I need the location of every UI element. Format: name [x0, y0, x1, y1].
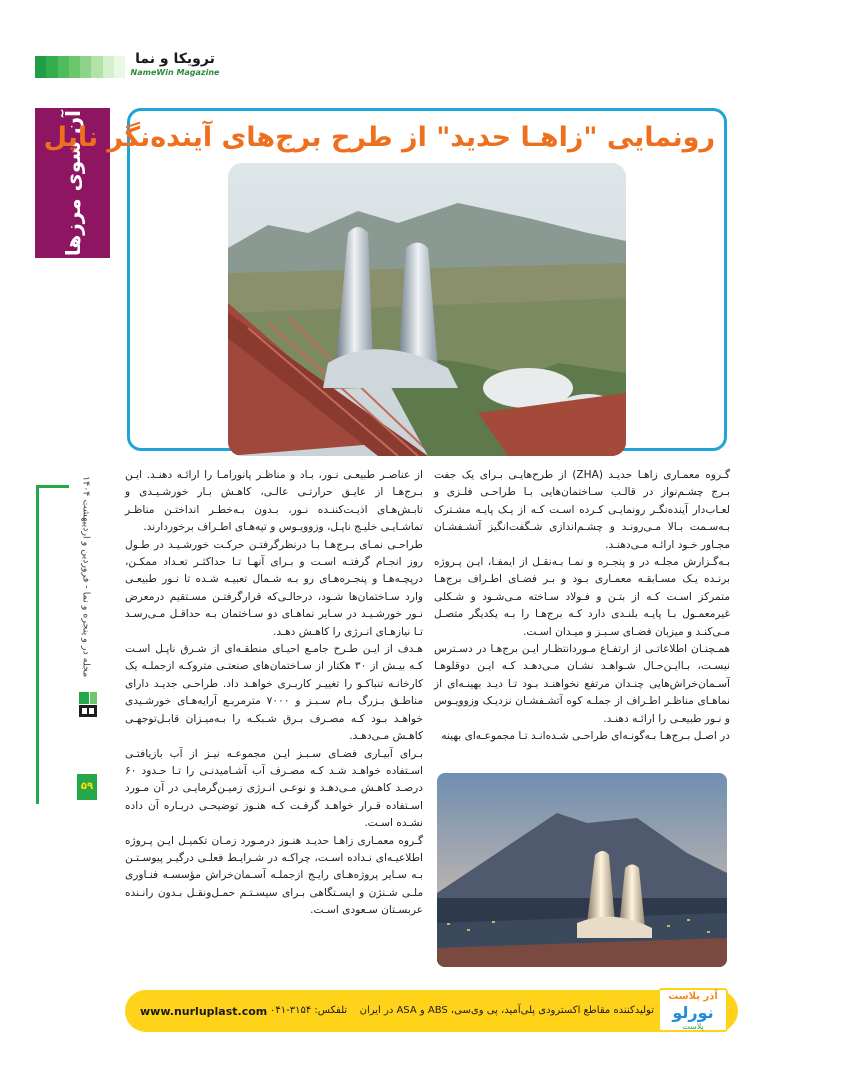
issue-info-text: مجله در و پنجره و نما - فروردین و اردیبهشت ۱۴۰۴ — [80, 475, 92, 677]
page-number: ۵۹ — [77, 774, 97, 800]
paragraph: بـرای آبیـاری فضـای سـبـز ایـن مجموعـه نیـز از آب بازیافتـی اسـتفاده خواهـد شـد کـه مصـرف آب آشـامیدنـی را تـا حـدود ۶۰ درصـد کاهـش مـی‌دهـد و نوعـی انـرژی زمیـن‌گرمایـی در آن مـورد اسـتفاده قـرار خواهـد گرفـت کـه هنـوز توضیحـی دربـاره آن داده نشـده اسـت. — [125, 747, 423, 830]
issue-info — [76, 475, 96, 677]
advertiser-logo — [658, 988, 728, 1032]
towers-dusk-illustration — [437, 773, 727, 967]
towers-aerial-photo — [228, 163, 626, 456]
towers-dusk-photo — [437, 773, 727, 967]
color-swatch — [46, 56, 57, 78]
magazine-logo[interactable] — [130, 50, 220, 84]
margin-divider — [36, 485, 39, 804]
advertiser-description: تولیدکننده مقاطع اکسترودی پلی‌آمید، پی وی‌سی، ABS و ASA در ایران — [359, 1005, 654, 1016]
paragraph: گـروه معمـاری زاهـا حدیـد (ZHA) از طرح‌هایـی بـرای یک جفت بـرج چشـم‌نواز در قالـب سـاختمان‌هایی بـا طراحـی فلـزی و لعـاب‌دار آینده‌نگـر رونمایـی کـرده اسـت کـه از یـک پایـه مشـترک بـه‌سـمت بـالا مـی‌رونـد و چشـم‌اندازی شـگفت‌انگیز آتشـفشـان مجـاور خـود ارائـه مـی‌دهنـد. — [434, 469, 730, 551]
color-swatch — [58, 56, 69, 78]
advertiser-phone: تلفکس: ۳۱۵۴-۰۴۱ — [270, 1005, 348, 1016]
paragraph: همـچنـان اطلاعاتـی از ارتفـاع مـورد‌انتظـار ایـن برج‌هـا در دسـترس نیسـت، بـاایـن‌حـال شـواهـد نشـان مـی‌دهـد کـه ایـن دوقلوهـا آسـمان‌خراش‌هایی چنـدان مرتفع نخواهنـد بـود تـا دیـد بهینـه‌ای از نماهـای مناظـر اطـراف از جملـه کوه آتشـفشـان نزدیـک وزوویـوس و نـور طبیعـی را ارائـه دهنـد. — [434, 643, 730, 725]
paragraph: طراحـی نمـای بـرج‌هـا بـا درنظرگرفتـن حرکـت خورشـیـد در طـول روز انجـام گرفتـه اسـت و بـرای آنهـا تـا حداکثـر تعـداد ممکـن، درپچـه‌هـا و پنجـره‌هـای رو بـه شـمال تعبیـه شـده تا نـور طبیعـی وارد سـاختمان‌ها شـود، درحالـی‌که قرارگرفتـن مسـتقیم درمعرض نـور خورشـیـد در سـایر نماهـای دو سـاختمان بـه حداقـل مـی‌رسـد تـا نیازهـای انـرژی را کاهـش دهـد. — [125, 538, 423, 638]
advertiser-website-link[interactable]: www.nurluplast.com — [140, 1005, 268, 1018]
color-swatch — [80, 56, 91, 78]
color-swatch — [103, 56, 114, 78]
logo-fa: ترویکا و نما — [135, 51, 215, 67]
color-swatch — [69, 56, 80, 78]
paragraph: هـدف از ایـن طـرح جامـع احیـای منطقـه‌ای از شـرق ناپـل اسـت کـه بیـش از ۳۰ هکتار از سـاختمان‌های صنعتـی متروکـه ازجملـه یک کارخانـه تنباکـو را تغییـر کاربـری خواهـد داد. طراحـی جدیـد دارای مناطـق بـزرگ بـام سـبـز و ۷۰۰۰ مترمربـع آرایه‌هـای خورشـیدی خواهـد بـود کـه مصـرف بـرق شـبکـه را بـه‌میـزان قابـل‌توجهـی کاهـش مـی‌دهـد. — [125, 643, 423, 743]
logo-en: NameWin Magazine — [130, 68, 220, 77]
margin-divider-top — [36, 485, 69, 488]
header-color-bar — [35, 56, 125, 78]
logo-top-text: آذر پلاست — [668, 991, 718, 1002]
paragraph: گـروه معمـاری زاهـا حدیـد هنـوز درمـورد زمـان تکمیـل ایـن پـروژه اطلاعیـه‌ای نـداده اسـت، چراکـه در شـرایـط فعلـی درگیـر پیوسـتـن بـه سـایر پروژه‌هـای رایـج ازجملـه آسـمان‌خراش مؤسسـه فنـاوری ملـی شـنژن و ایسـتگاهی بـرای سیسـتـم حمـل‌ونقـل بـدون رانـنده عربسـتان سـعودی اسـت. — [125, 834, 423, 917]
color-swatch — [114, 56, 125, 78]
paragraph: از عناصـر طبیعـی نـور، بـاد و مناظـر پانورامـا را ارائـه دهنـد. ایـن بـرج‌هـا از عایـق حرارتـی عالـی، کاهـش بـار خورشـیـدی و تابـش‌هـای اذیـت‌کننـده نـور، بـدون بـه‌خطـر انداختـن مناظـر تماشـایـی خلیـج ناپـل، وزوویـوس و تپه‌هـای اطـراف برخوردارند. — [125, 469, 423, 534]
article-column-left — [125, 467, 423, 920]
paragraph: بـه‌گـزارش مجلـه در و پنجـره و نمـا بـه‌نقـل از ایمفـا، ایـن پـروژه برنـده یـک مسـابقـه معمـاری بـود و بـر فضـای اطـراف برج‌هـا متمرکز اسـت کـه از بتـن و فـولاد سـاخته مـی‌شـود و شـکلی غیرمعمـول بـا پایـه بلنـدی دارد کـه برج‌هـا را بـه یکدیگر متصـل مـی‌کنـد و میزبان فضـای سـبـز و میـدان اسـت. — [434, 556, 730, 638]
paragraph: در اصـل بـرج‌هـا بـه‌گونـه‌ای طراحـی شـده‌انـد تـا مجموعـه‌ای بهینه — [441, 730, 730, 743]
magazine-mini-logo-icon — [77, 690, 99, 720]
color-swatch — [91, 56, 102, 78]
towers-aerial-illustration — [228, 163, 626, 456]
section-tab-label: آن سوی مرزها — [60, 109, 85, 257]
color-swatch — [35, 56, 46, 78]
article-column-right — [434, 467, 730, 746]
logo-bottom-text: پلاست — [682, 1022, 704, 1031]
article-title: رونمایی "زاهـا حدید" از طرح برج‌های آینده‌نگر ناپل — [43, 122, 715, 153]
logo-main-text: نورلو — [672, 1003, 714, 1022]
